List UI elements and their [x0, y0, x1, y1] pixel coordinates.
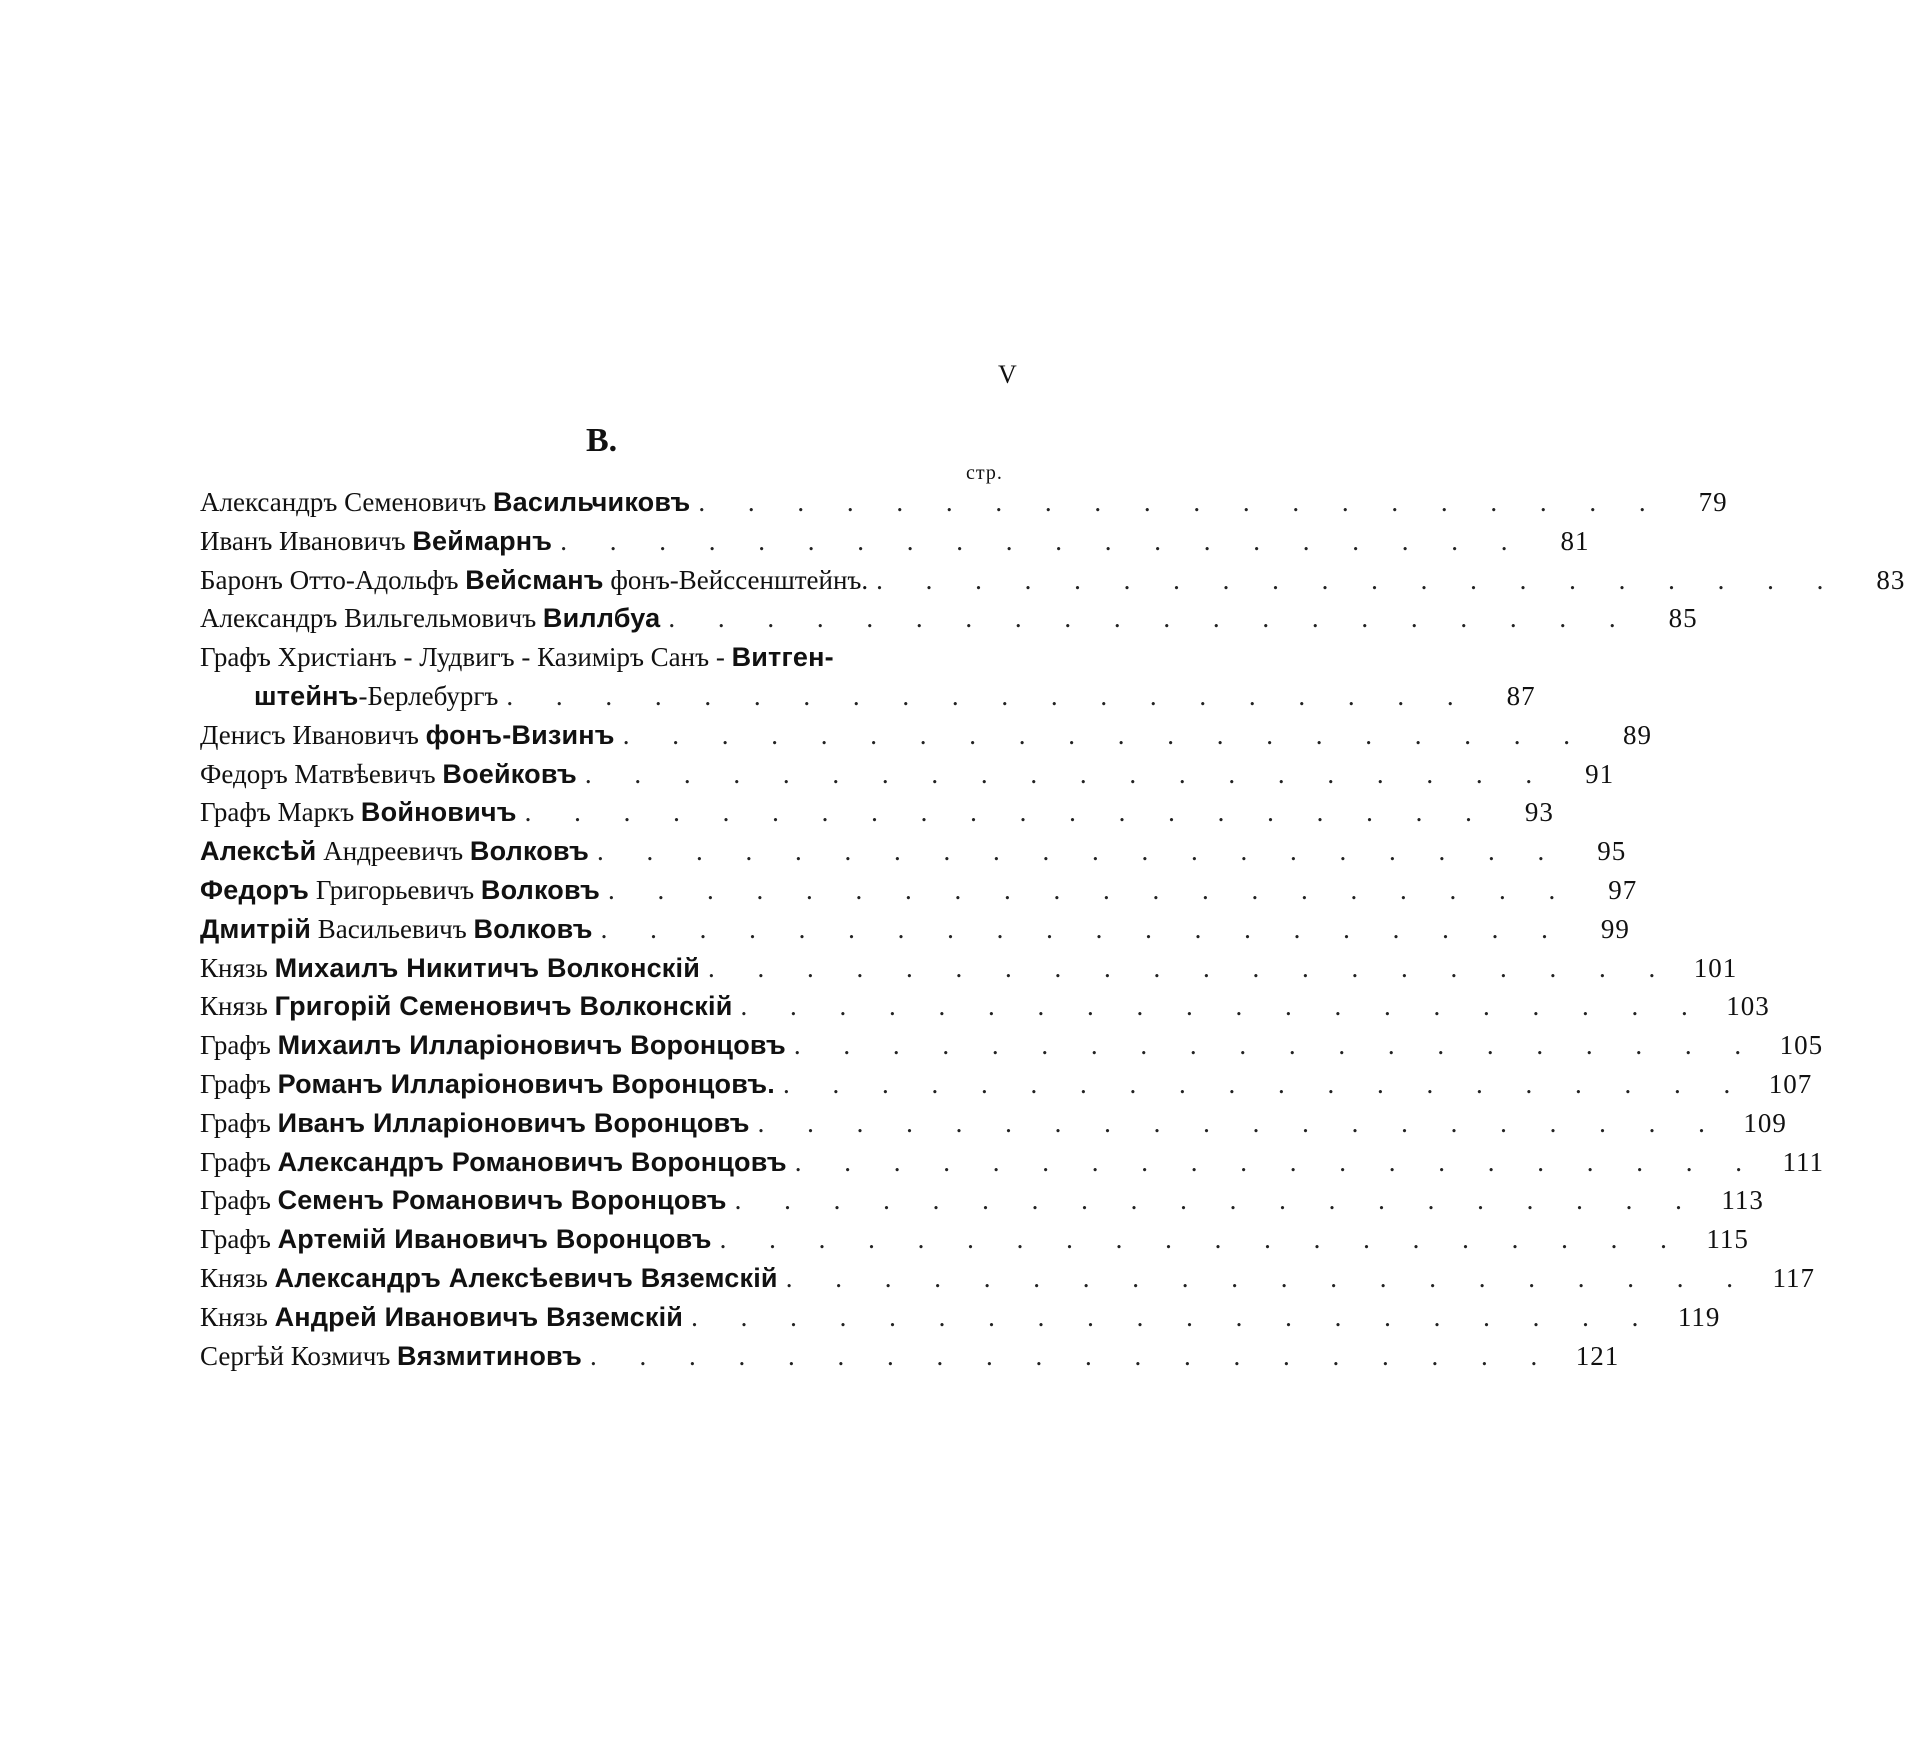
entry-surname: Волковъ — [480, 874, 601, 905]
entry-page-number: 119 — [1677, 1301, 1721, 1332]
toc-entry — [200, 719, 1652, 759]
entry-surname: Андрей Ивановичъ Вяземскій — [274, 1301, 684, 1332]
entry-surname: Иванъ Илларіоновичъ Воронцовъ — [277, 1107, 750, 1138]
toc-entry — [200, 836, 1627, 875]
entry-prefix: Графъ — [200, 1068, 278, 1099]
toc-entry — [200, 487, 1728, 526]
entry-name — [200, 1147, 787, 1178]
entry-prefix: Князь — [200, 952, 275, 983]
entry-suffix: Григорьевичъ — [309, 874, 481, 905]
entry-name — [200, 565, 868, 596]
entry-surname: Романъ Илларіоновичъ Воронцовъ. — [277, 1068, 775, 1099]
dot-leader: . . . . . . . . . . . . . . . . . . . . — [608, 874, 1574, 905]
entry-page-number: 97 — [1608, 874, 1638, 905]
toc-entry — [200, 1107, 1787, 1147]
dot-leader: . . . . . . . . . . . . . . . . . . . . — [793, 1030, 1760, 1061]
entry-name — [200, 836, 589, 867]
dot-leader: . . . . . . . . . . . . . . . . . . . . — [734, 1185, 1700, 1216]
entry-prefix: Графъ — [200, 1224, 278, 1255]
entry-page-number: 103 — [1726, 991, 1770, 1022]
entry-surname: Александръ Алексѣевичъ Вяземскій — [274, 1262, 778, 1293]
entry-surname: Александръ Романовичъ Воронцовъ — [277, 1146, 787, 1177]
entry-name — [200, 603, 660, 634]
entry-prefix: Федоръ Матвѣевичъ — [200, 758, 443, 789]
dot-leader: . . . . . . . . . . . . . . . . . . . . — [506, 680, 1472, 711]
entry-name — [200, 720, 615, 751]
entry-prefix: Князь — [200, 1262, 275, 1293]
toc-entry — [200, 758, 1615, 798]
dot-leader: . . . . . . . . . . . . . . . . . . . . — [794, 1146, 1760, 1177]
entry-surname: Виллбуа — [542, 603, 661, 634]
entry-name — [200, 1030, 786, 1061]
page-column-label: стр. — [966, 462, 1003, 484]
toc-entry — [200, 1146, 1824, 1186]
entry-page-number: 111 — [1782, 1146, 1824, 1177]
dot-leader: . . . . . . . . . . . . . . . . . . . . — [622, 719, 1588, 750]
dot-leader: . . . . . . . . . . . . . . . . . . . . — [782, 1068, 1749, 1099]
toc-entry — [200, 642, 1010, 681]
entry-page-number: 85 — [1668, 603, 1698, 634]
toc-entry — [200, 797, 1554, 836]
entry-prefix: Александръ Семеновичъ — [200, 487, 493, 517]
entry-surname: Волковъ — [469, 836, 590, 867]
entry-prefix: Графъ Христіанъ - Лудвигъ - Казиміръ Санъ - — [200, 642, 732, 673]
dot-leader: . . . . . . . . . . . . . . . . . . . . — [584, 758, 1551, 789]
entry-prefix: Сергѣй Козмичъ — [200, 1340, 398, 1371]
entry-prefix: Графъ — [200, 1185, 278, 1216]
entry-page-number: 91 — [1585, 758, 1615, 789]
entry-page-number: 121 — [1575, 1340, 1620, 1371]
dot-leader: . . . . . . . . . . . . . . . . . . . . — [600, 913, 1566, 944]
dot-leader: . . . . . . . . . . . . . . . . . . . . — [740, 991, 1706, 1022]
entry-name — [200, 487, 690, 518]
entry-name — [200, 1108, 750, 1139]
dot-leader: . . . . . . . . . . . . . . . . . . . . — [876, 564, 1842, 595]
entry-surname: Веймарнъ — [412, 525, 553, 556]
entry-prefix: Графъ — [200, 1146, 278, 1177]
entry-suffix: -Берлебургъ — [358, 680, 499, 711]
toc-entry — [200, 1068, 1813, 1108]
entry-surname: Семенъ Романовичъ Воронцовъ — [277, 1185, 727, 1216]
entry-surname: Войновичъ — [360, 797, 517, 828]
entry-name — [200, 991, 733, 1022]
entry-page-number: 93 — [1524, 797, 1554, 828]
page-number: V — [998, 360, 1017, 389]
entry-surname: штейнъ — [254, 680, 359, 711]
entry-page-number: 83 — [1876, 564, 1905, 595]
entry-page-number: 107 — [1768, 1068, 1813, 1099]
toc-entry — [200, 1185, 1764, 1224]
toc-entry — [200, 874, 1638, 914]
entry-page-number: 101 — [1693, 952, 1738, 983]
entry-page-number: 99 — [1600, 913, 1630, 944]
entry-surname: фонъ-Визинъ — [425, 719, 615, 750]
entry-name — [200, 1341, 582, 1372]
dot-leader: . . . . . . . . . . . . . . . . . . . . — [597, 836, 1563, 867]
dot-leader: . . . . . . . . . . . . . . . . . . . . — [698, 487, 1664, 517]
entry-surname: Артемій Ивановичъ Воронцовъ — [277, 1224, 712, 1255]
entry-prefix: Князь — [200, 1301, 275, 1332]
table-of-contents — [200, 487, 1905, 1379]
dot-leader: . . . . . . . . . . . . . . . . . . . . — [668, 603, 1634, 634]
entry-name — [200, 1069, 775, 1100]
entry-name — [200, 1224, 712, 1255]
entry-prefix: Денисъ Ивановичъ — [200, 719, 426, 750]
entry-page-number: 109 — [1743, 1107, 1787, 1138]
entry-prefix: Графъ — [200, 1107, 278, 1138]
entry-surname: Григорій Семеновичъ Волконскій — [274, 991, 733, 1022]
dot-leader: . . . . . . . . . . . . . . . . . . . . — [590, 1340, 1556, 1371]
section-letter: В. — [586, 422, 618, 459]
toc-entry — [200, 680, 1536, 720]
entry-prefix: Баронъ Отто-Адольфъ — [200, 564, 466, 595]
entry-surname: Михаилъ Илларіоновичъ Воронцовъ — [277, 1030, 786, 1061]
entry-page-number: 79 — [1698, 487, 1728, 517]
entry-name — [200, 1185, 727, 1216]
entry-prefix: Иванъ Ивановичъ — [200, 525, 413, 556]
toc-entry — [200, 1030, 1824, 1069]
entry-surname: Воейковъ — [442, 758, 577, 789]
entry-surname: Михаилъ Никитичъ Волконскій — [274, 952, 701, 983]
entry-name — [200, 953, 700, 984]
entry-page-number: 117 — [1772, 1262, 1815, 1293]
entry-name — [200, 526, 552, 557]
dot-leader: . . . . . . . . . . . . . . . . . . . . — [719, 1224, 1685, 1255]
entry-page-number: 95 — [1597, 836, 1627, 867]
entry-page-number: 87 — [1506, 680, 1536, 711]
entry-page-number: 113 — [1721, 1185, 1764, 1216]
entry-prefix: Александръ Вильгельмовичъ — [200, 603, 543, 634]
toc-entry — [200, 991, 1770, 1030]
dot-leader: . . . . . . . . . . . . . . . . . . . . — [757, 1107, 1723, 1138]
entry-suffix: Васильевичъ — [311, 913, 474, 944]
entry-page-number: 115 — [1706, 1224, 1749, 1255]
entry-name — [200, 642, 834, 673]
entry-prefix: Князь — [200, 991, 275, 1022]
entry-name — [200, 681, 498, 712]
dot-leader: . . . . . . . . . . . . . . . . . . . . — [708, 952, 1674, 983]
entry-suffix: Андреевичъ — [316, 836, 470, 867]
entry-name — [200, 914, 593, 945]
toc-entry — [200, 1301, 1721, 1341]
entry-name — [200, 1263, 778, 1294]
entry-prefix: Графъ — [200, 1030, 278, 1061]
entry-page-number: 89 — [1622, 719, 1652, 750]
entry-name — [200, 759, 577, 790]
entry-surname: Волковъ — [473, 913, 593, 944]
toc-entry — [200, 913, 1630, 953]
toc-entry — [200, 564, 1905, 604]
entry-name — [200, 797, 517, 828]
toc-entry — [200, 525, 1590, 565]
toc-entry — [200, 1262, 1815, 1302]
entry-name — [200, 875, 600, 906]
dot-leader: . . . . . . . . . . . . . . . . . . . . — [560, 525, 1526, 556]
toc-entry — [200, 952, 1738, 992]
toc-entry — [200, 603, 1698, 642]
entry-name — [200, 1302, 683, 1333]
toc-entry — [200, 1224, 1749, 1263]
entry-surname: Алексѣй — [200, 836, 317, 867]
entry-prefix: Графъ Маркъ — [200, 797, 361, 828]
entry-page-number: 81 — [1560, 525, 1590, 556]
toc-entry — [200, 1340, 1620, 1380]
entry-surname: Федоръ — [200, 874, 310, 905]
entry-surname: Витген- — [731, 642, 834, 673]
dot-leader: . . . . . . . . . . . . . . . . . . . . — [691, 1301, 1657, 1332]
dot-leader: . . . . . . . . . . . . . . . . . . . . — [785, 1262, 1751, 1293]
entry-surname: Васильчиковъ — [492, 487, 691, 517]
entry-suffix: фонъ-Вейссенштейнъ. — [603, 564, 869, 595]
entry-page-number: 105 — [1779, 1030, 1824, 1061]
entry-surname: Дмитрій — [200, 913, 312, 944]
dot-leader: . . . . . . . . . . . . . . . . . . . . — [524, 797, 1490, 828]
entry-surname: Вязмитиновъ — [397, 1340, 583, 1371]
entry-surname: Вейсманъ — [465, 564, 604, 595]
